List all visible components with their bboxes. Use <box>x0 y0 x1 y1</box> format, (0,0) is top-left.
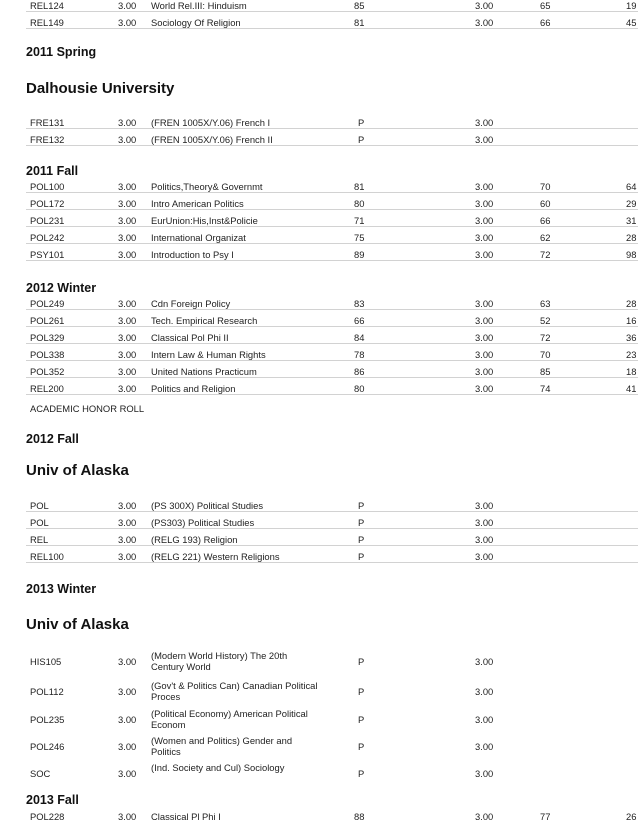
course-grade: 85 <box>354 0 365 11</box>
credits-earned: 3.00 <box>475 349 494 360</box>
course-code: REL <box>30 534 49 545</box>
course-code: POL228 <box>30 811 65 822</box>
credits-earned: 3.00 <box>475 134 494 145</box>
class-size: 28 <box>626 232 637 243</box>
course-row <box>26 708 638 730</box>
course-grade: 88 <box>354 811 365 822</box>
credits-earned: 3.00 <box>475 713 494 725</box>
course-title: EurUnion:His,Inst&Policie <box>151 215 258 226</box>
course-grade: 71 <box>354 215 365 226</box>
course-credits: 3.00 <box>118 332 137 343</box>
credits-earned: 3.00 <box>475 298 494 309</box>
course-grade: P <box>358 551 365 562</box>
class-average: 72 <box>540 332 551 343</box>
course-title: Sociology Of Religion <box>151 17 241 28</box>
credits-earned: 3.00 <box>475 215 494 226</box>
class-average: 70 <box>540 181 551 192</box>
course-grade: 86 <box>354 366 365 377</box>
course-row <box>26 215 638 227</box>
course-code: POL352 <box>30 366 65 377</box>
class-average: 70 <box>540 349 551 360</box>
term-heading: 2013 Fall <box>26 793 79 807</box>
course-title: (Modern World History) The 20th Century World <box>151 650 288 672</box>
course-title: Tech. Empirical Research <box>151 315 258 326</box>
course-title: Cdn Foreign Policy <box>151 298 231 309</box>
course-code: POL338 <box>30 349 65 360</box>
course-code: POL329 <box>30 332 65 343</box>
class-size: 19 <box>626 0 637 11</box>
class-average: 77 <box>540 811 551 822</box>
credits-earned: 3.00 <box>475 332 494 343</box>
class-size: 98 <box>626 249 637 260</box>
course-code: PSY101 <box>30 249 65 260</box>
course-credits: 3.00 <box>118 767 137 779</box>
credits-earned: 3.00 <box>475 767 494 779</box>
course-row <box>26 298 638 310</box>
credits-earned: 3.00 <box>475 315 494 326</box>
credits-earned: 3.00 <box>475 655 494 667</box>
course-title: Intro American Politics <box>151 198 244 209</box>
course-row <box>26 366 638 378</box>
course-credits: 3.00 <box>118 315 137 326</box>
institution-heading: Dalhousie University <box>26 80 175 97</box>
course-credits: 3.00 <box>118 298 137 309</box>
course-grade: 80 <box>354 198 365 209</box>
course-code: POL249 <box>30 298 65 309</box>
credits-earned: 3.00 <box>475 811 494 822</box>
term-heading: 2012 Winter <box>26 281 97 295</box>
course-grade: P <box>358 740 365 752</box>
term-heading: 2013 Winter <box>26 582 97 596</box>
course-row <box>26 383 638 395</box>
class-average: 60 <box>540 198 551 209</box>
course-code: SOC <box>30 767 51 779</box>
course-code: REL200 <box>30 383 64 394</box>
course-credits: 3.00 <box>118 534 137 545</box>
class-average: 62 <box>540 232 551 243</box>
credits-earned: 3.00 <box>475 17 494 28</box>
course-code: POL <box>30 500 49 511</box>
course-title: (Political Economy) American Political Econom <box>151 708 308 730</box>
course-title: (RELG 221) Western Religions <box>151 551 280 562</box>
course-row <box>26 232 638 244</box>
credits-earned: 3.00 <box>475 366 494 377</box>
course-grade: P <box>358 117 365 128</box>
class-size: 45 <box>626 17 637 28</box>
course-credits: 3.00 <box>118 0 137 11</box>
honor-note: ACADEMIC HONOR ROLL <box>30 403 145 414</box>
course-row <box>26 650 638 672</box>
course-credits: 3.00 <box>118 740 137 752</box>
course-grade: P <box>358 534 365 545</box>
class-size: 31 <box>626 215 637 226</box>
course-grade: 89 <box>354 249 365 260</box>
credits-earned: 3.00 <box>475 198 494 209</box>
course-row <box>26 249 638 261</box>
course-row <box>26 500 638 512</box>
class-size: 41 <box>626 383 637 394</box>
course-code: REL124 <box>30 0 64 11</box>
course-title: (Women and Politics) Gender and Politics <box>151 735 293 757</box>
course-grade: P <box>358 767 365 779</box>
class-size: 16 <box>626 315 637 326</box>
course-grade: 83 <box>354 298 365 309</box>
credits-earned: 3.00 <box>475 0 494 11</box>
course-code: POL242 <box>30 232 65 243</box>
course-title: Classical Pl Phi I <box>151 811 221 822</box>
course-code: POL261 <box>30 315 65 326</box>
course-row <box>26 315 638 327</box>
class-average: 63 <box>540 298 551 309</box>
course-credits: 3.00 <box>118 713 137 725</box>
course-grade: 81 <box>354 17 365 28</box>
class-size: 28 <box>626 298 637 309</box>
term-heading: 2011 Spring <box>26 45 97 59</box>
credits-earned: 3.00 <box>475 685 494 697</box>
term-heading: 2012 Fall <box>26 432 79 446</box>
course-row <box>26 680 638 702</box>
course-title: International Organizat <box>151 232 246 243</box>
course-credits: 3.00 <box>118 500 137 511</box>
course-row <box>26 762 638 784</box>
course-title: (FREN 1005X/Y.06) French I <box>151 117 271 128</box>
course-row <box>26 117 638 129</box>
course-title: World Rel.III: Hinduism <box>151 0 247 11</box>
course-title: (Gov't & Politics Can) Canadian Political Proces <box>151 680 318 702</box>
course-grade: 78 <box>354 349 365 360</box>
class-size: 29 <box>626 198 637 209</box>
course-code: POL <box>30 517 49 528</box>
credits-earned: 3.00 <box>475 500 494 511</box>
course-row <box>26 735 638 757</box>
course-credits: 3.00 <box>118 811 137 822</box>
credits-earned: 3.00 <box>475 534 494 545</box>
course-title: (PS 300X) Political Studies <box>151 500 264 511</box>
course-title: (RELG 193) Religion <box>151 534 238 545</box>
institution-heading: Univ of Alaska <box>26 616 129 633</box>
course-credits: 3.00 <box>118 349 137 360</box>
course-title: Politics,Theory& Governmt <box>151 181 263 192</box>
course-code: FRE131 <box>30 117 65 128</box>
course-row <box>26 534 638 546</box>
course-title: Intern Law & Human Rights <box>151 349 266 360</box>
course-credits: 3.00 <box>118 134 137 145</box>
class-average: 74 <box>540 383 551 394</box>
credits-earned: 3.00 <box>475 232 494 243</box>
course-credits: 3.00 <box>118 232 137 243</box>
course-title: Politics and Religion <box>151 383 236 394</box>
course-grade: P <box>358 685 365 697</box>
course-row <box>26 198 638 210</box>
course-grade: P <box>358 500 365 511</box>
class-size: 18 <box>626 366 637 377</box>
course-credits: 3.00 <box>118 117 137 128</box>
course-credits: 3.00 <box>118 655 137 667</box>
course-title: United Nations Practicum <box>151 366 257 377</box>
course-credits: 3.00 <box>118 17 137 28</box>
class-size: 36 <box>626 332 637 343</box>
course-credits: 3.00 <box>118 383 137 394</box>
course-code: POL235 <box>30 713 65 725</box>
course-row <box>26 0 638 12</box>
course-title: Introduction to Psy I <box>151 249 234 260</box>
course-grade: 75 <box>354 232 365 243</box>
credits-earned: 3.00 <box>475 181 494 192</box>
course-credits: 3.00 <box>118 366 137 377</box>
credits-earned: 3.00 <box>475 551 494 562</box>
course-code: POL100 <box>30 181 65 192</box>
course-row <box>26 332 638 344</box>
course-row <box>26 181 638 193</box>
course-row <box>26 17 638 29</box>
course-row <box>26 517 638 529</box>
course-title: (Ind. Society and Cul) Sociology <box>151 762 285 773</box>
course-row <box>26 349 638 361</box>
class-average: 66 <box>540 215 551 226</box>
course-code: REL100 <box>30 551 64 562</box>
course-title: (PS303) Political Studies <box>151 517 255 528</box>
course-code: POL246 <box>30 740 65 752</box>
course-row <box>26 134 638 146</box>
course-row <box>26 551 638 563</box>
course-code: POL112 <box>30 685 64 697</box>
institution-heading: Univ of Alaska <box>26 462 129 479</box>
credits-earned: 3.00 <box>475 383 494 394</box>
class-average: 52 <box>540 315 551 326</box>
term-heading: 2011 Fall <box>26 164 79 178</box>
course-credits: 3.00 <box>118 551 137 562</box>
course-code: REL149 <box>30 17 64 28</box>
course-grade: 80 <box>354 383 365 394</box>
course-credits: 3.00 <box>118 215 137 226</box>
credits-earned: 3.00 <box>475 249 494 260</box>
course-credits: 3.00 <box>118 249 137 260</box>
class-size: 26 <box>626 811 637 822</box>
class-average: 65 <box>540 0 551 11</box>
class-average: 72 <box>540 249 551 260</box>
course-code: HIS105 <box>30 655 62 667</box>
credits-earned: 3.00 <box>475 740 494 752</box>
course-credits: 3.00 <box>118 181 137 192</box>
course-grade: 84 <box>354 332 365 343</box>
class-size: 64 <box>626 181 637 192</box>
course-grade: P <box>358 134 365 145</box>
class-average: 85 <box>540 366 551 377</box>
course-grade: P <box>358 713 365 725</box>
course-title: Classical Pol Phi II <box>151 332 229 343</box>
credits-earned: 3.00 <box>475 117 494 128</box>
course-grade: P <box>358 655 365 667</box>
course-code: POL231 <box>30 215 65 226</box>
class-size: 23 <box>626 349 637 360</box>
course-row <box>26 811 638 822</box>
course-grade: P <box>358 517 365 528</box>
credits-earned: 3.00 <box>475 517 494 528</box>
class-average: 66 <box>540 17 551 28</box>
course-credits: 3.00 <box>118 685 137 697</box>
course-code: POL172 <box>30 198 65 209</box>
course-grade: 66 <box>354 315 365 326</box>
course-credits: 3.00 <box>118 198 137 209</box>
course-grade: 81 <box>354 181 365 192</box>
course-code: FRE132 <box>30 134 65 145</box>
course-credits: 3.00 <box>118 517 137 528</box>
course-title: (FREN 1005X/Y.06) French II <box>151 134 273 145</box>
